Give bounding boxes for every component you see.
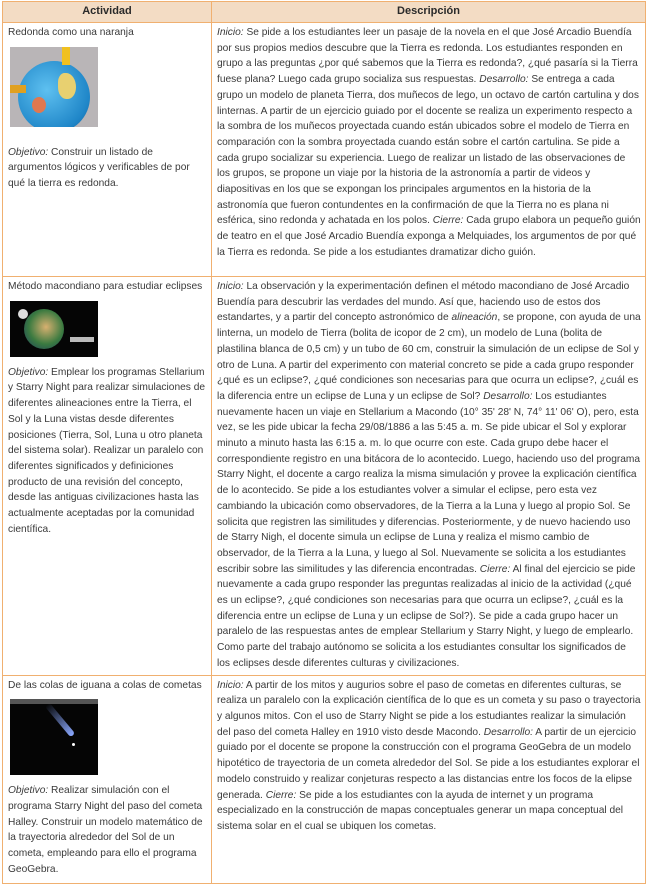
- desarrollo-label: Desarrollo:: [483, 390, 533, 402]
- activity-cell: [3, 277, 212, 676]
- header-descripcion: Descripción: [212, 2, 646, 23]
- objective-text: Construir un listado de argumentos lógicos y verificables de por qué la tierra es redonda.: [8, 146, 190, 190]
- objective-label: Objetivo:: [8, 366, 49, 378]
- comet-simulation-image: [10, 699, 98, 775]
- objective-label: Objetivo:: [8, 146, 49, 158]
- globe-photo: [10, 47, 98, 127]
- description-cell: [212, 277, 646, 676]
- description-text: Los estudiantes nuevamente hacen un viaje en Stellarium a Macondo (10° 35' 28' N, 74° 11' 06' O), pero, esta vez, se les pide ubicar la fecha 29/08/1886 a las 5:45 a. m. Se pide ubicar el Sol y explorar minuto a minuto hasta las 6:15 a. m. lo que ocurre con este. Cada grupo debe hacer el correspondiente registro en una bitácora de lo acontecido. Luego, haciendo uso del programa Starry Night, el docente a cargo realiza la misma simulación y provee la explicación científica de lo acontecido. Se pide a los estudiantes volver a simular el eclipse, pero esta vez cambiando la ubicación como observadores, de la Tierra a la Luna y luego al propio Sol. Se solicita que registren las similitudes y diferencias. Posteriormente, y de nuevo haciendo uso de Starry Nigh, el docente simula un eclipse de Luna y realiza el mismo cambio de observador, de la Tierra a la Luna, y luego al Sol. Nuevamente se solicita a los estudiantes escribir sobre las similitudes y las diferencia encontradas.: [217, 390, 641, 575]
- activity-cell: [3, 675, 212, 883]
- description-cell: [212, 675, 646, 883]
- activity-cell: [3, 23, 212, 277]
- description-text: Se entrega a cada grupo un modelo de planeta Tierra, dos muñecos de lego, un octavo de cartón cartulina y dos linternas. A partir de un ejercicio guiado por el docente se realiza un experimento respecto a la sombra de los muñecos proyectada cuando están ubicados sobre el modelo de Tierra en comparación con la sombra proyectada cuando están sobre el cartón cartulina. Se pide a cada grupo socializar su experiencia. Luego de realizar un listado de las observaciones de los grupos, se propone un viaje por la historia de la astronomía a partir de videos y diapositivas en los que se expongan los principales argumentos en la historia de la astronomía que fueron contundentes en la confirmación de que la Tierra no es plana ni esférica, sino redonda y achatada en los polos.: [217, 74, 639, 227]
- desarrollo-label: Desarrollo:: [483, 726, 534, 738]
- activity-title: De las colas de iguana a colas de cometas: [8, 679, 202, 691]
- description-text: Se pide a los estudiantes leer un pasaje de la novela en el que José Arcadio Buendía por sus propios medios descubre que la Tierra es redonda. Los estudiantes responden en grupo a las preguntas ¿por qué sabemos que la Tierra es redonda?, ¿qué pasaría si la Tierra fuese plana? Luego cada grupo socializa sus respuestas.: [217, 27, 638, 86]
- description-text: Cada grupo elabora un pequeño guión de teatro en el que José Arcadio Buendía exponga a Melquiades, los argumentos de por qué la Tierra es redonda. Se pide a los estudiantes dramatizar dicho guión.: [217, 215, 641, 258]
- description-text: La observación y la experimentación definen el método macondiano de José Arcadio Buendía para descubrir las verdades del mundo. Así que, haciendo uso de estos dos estandartes, y a partir del concepto astronómico de: [217, 281, 630, 324]
- activities-table: [2, 1, 646, 884]
- inicio-label: Inicio:: [217, 27, 244, 38]
- eclipse-simulation-image: [10, 301, 98, 357]
- table-row: [3, 277, 646, 676]
- header-actividad: Actividad: [3, 2, 212, 23]
- description-text: Se pide a los estudiantes con la ayuda de internet y un programa especializado en la construcción de mapas conceptuales generar un mapa conceptual del sistema solar en el cual se ubiquen los cometas.: [217, 789, 624, 832]
- description-text: Al final del ejercicio se pide nuevamente a cada grupo responder las preguntas realizadas al inicio de la actividad (¿qué es un eclipse?, ¿qué condiciones son necesarias para que ocurra un eclipse?, ¿cuál es la diferencia entre un eclipse de Luna y un eclipse de Sol?). Se pide a cada grupo hacer un paralelo de las respuestas antes de emplear Stellarium y Starry Night, y luego de emplearlo. Como parte del trabajo autónomo se solicita a los estudiantes consultar los significados de los eclipses desde diferentes culturas y civilizaciones.: [217, 563, 636, 669]
- desarrollo-label: Desarrollo:: [479, 74, 529, 86]
- description-text: , se propone, con ayuda de una linterna, un modelo de Tierra (bolita de icopor de 2 cm), un modelo de Luna (bolita de plastilina blanca de 0,5 cm) y un tubo de 60 cm, construir la simulación de un eclipse de Sol y otro de Luna. A partir del experimento con material concreto se pide a cada grupo responder ¿qué es un eclipse?, ¿qué condiciones son necesarias para que ocurra un eclipse?, ¿cuál es la diferencia entre un eclipse de Luna y un eclipse de Sol?: [217, 312, 641, 402]
- table-row: [3, 23, 646, 277]
- activity-objective: [8, 145, 207, 192]
- inicio-label: Inicio:: [217, 281, 244, 292]
- activity-title: Redonda como una naranja: [8, 27, 134, 38]
- cierre-label: Cierre:: [432, 215, 464, 227]
- table-row: [3, 675, 646, 883]
- inicio-label: Inicio:: [217, 679, 244, 691]
- objective-text: Realizar simulación con el programa Starry Night del paso del cometa Halley. Construir un modelo matemático de la trayectoria alrededor del Sol de un cometa, empleando para ello el programa GeoGebra.: [8, 785, 203, 875]
- activity-title: Método macondiano para estudiar eclipses: [8, 281, 203, 292]
- description-text: A partir de un ejercicio guiado por el docente se propone la construcción con el programa GeoGebra de un modelo hipotético de trayectoria de un cometa alrededor del Sol. Se pide a los estudiantes explorar el modelo construido y realizar conjeturas respecto a las distancias entre los focos de la elipse generada.: [217, 726, 640, 801]
- cierre-label: Cierre:: [479, 563, 511, 575]
- table-header-row: [3, 2, 646, 23]
- activity-objective: [8, 783, 207, 877]
- alineacion-term: alineación: [451, 312, 498, 324]
- objective-text: Emplear los programas Stellarium y Starry Night para realizar simulaciones de diferentes alineaciones entre la Tierra, el Sol y la Luna vistas desde diferentes posiciones (Tierra, Sol, Luna u otro planeta del sistema solar). Realizar un paralelo con diferentes significados y definiciones producto de una revisión del concepto, desde las antiguas civilizaciones hasta las actualmente aceptadas por la comunidad científica.: [8, 366, 206, 535]
- objective-label: Objetivo:: [8, 785, 49, 797]
- description-text: A partir de los mitos y augurios sobre el paso de cometas en diferentes culturas, se realiza un paralelo con la explicación científica de lo que es un cometa y su paso o trayectoria y algunos mitos. Con el uso de Starry Night se pide a los estudiantes realizar la simulación del paso del cometa Halley en 1910 visto desde Macondo.: [217, 679, 641, 738]
- description-cell: [212, 23, 646, 277]
- cierre-label: Cierre:: [265, 789, 297, 801]
- activity-objective: [8, 365, 207, 538]
